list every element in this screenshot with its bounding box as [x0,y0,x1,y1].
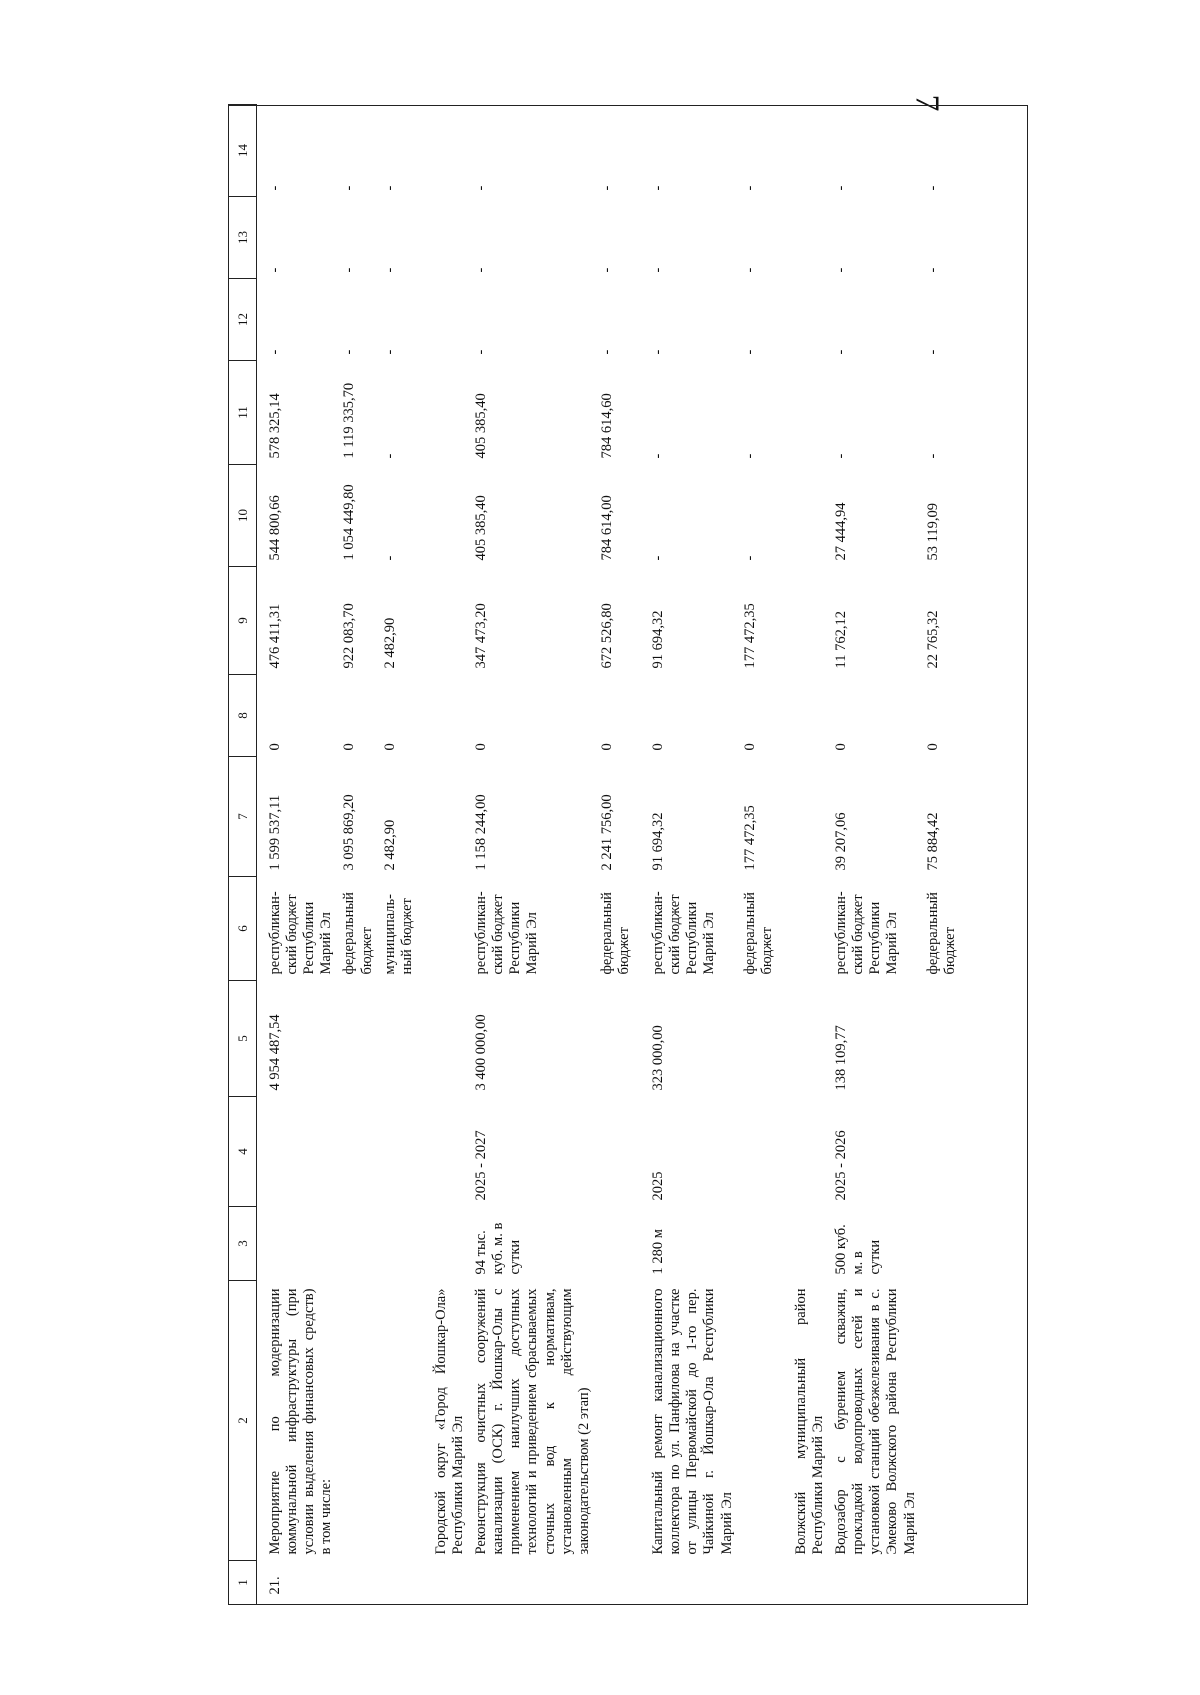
column-header-3: 3 [229,1207,257,1281]
period: 2025 - 2027 [473,1130,490,1201]
total-cost: 3 400 000,00 [473,1014,490,1091]
capacity: 1 280 м [650,1229,667,1275]
table-row [636,105,739,1605]
amount-col-12: - [341,349,358,355]
funding-source: федеральный бюджет [741,892,775,975]
amount-col-11: - [924,453,941,459]
total-cost [922,981,962,1097]
column-header-10: 10 [229,465,257,567]
amount-col-12: - [924,349,941,355]
event-name: Реконструкция очистных сооружений канализации (ОСК) г. Йошкар-Олы с применением наилучших доступных технологий и приведением сбрасываемых сточных вод к нормативам, установленным действующим законодательством (2 этап) [473,1288,592,1555]
amount-col-13: - [741,267,758,273]
row-number [739,1561,779,1605]
row-number [922,1561,962,1605]
amount-col-13: - [924,267,941,273]
table-row [338,105,378,1605]
row-number [338,1561,378,1605]
amount-col-8: 0 [650,743,667,751]
amount-col-9: 672 526,80 [598,603,615,669]
period: 2025 [650,1171,667,1201]
amount-col-9: 22 765,32 [924,610,941,669]
row-number [596,1561,636,1605]
row-number [636,1561,739,1605]
amount-col-11: 1 119 335,70 [341,382,358,459]
amount-col-7: 1 158 244,00 [473,794,490,871]
amount-col-14: - [924,185,941,191]
amount-col-13: - [267,267,283,273]
amount-col-8: 0 [924,743,941,751]
amount-col-9: 922 083,70 [341,603,358,669]
capacity: 94 тыс. куб. м. в сутки [473,1222,524,1275]
period [257,1097,339,1207]
event-name: Капитальный ремонт канализационного коллектора по ул. Панфилова на участке от улицы Первомайской до 1-го пер. Чайкиной г. Йошкар-Ола Республики Марий Эл [650,1288,735,1555]
column-header-13: 13 [229,197,257,279]
period [596,1097,636,1207]
amount-col-12: - [267,349,283,355]
event-name [922,1281,962,1561]
funding-source: федеральный бюджет [924,892,958,975]
column-number-row [229,105,257,1605]
amount-col-7: 2 241 756,00 [598,794,615,871]
funding-source: федеральный бюджет [341,892,375,975]
amount-col-14: - [341,185,358,191]
funding-source: республикан-ский бюджет Республики Марий Эл [267,891,335,975]
amount-col-8: 0 [341,743,358,751]
period [922,1097,962,1207]
event-name: Водозабор с бурением скважин, прокладкой водопроводных сетей и установкой станций обезжелезивания в с. Эмеково Волжского района Республики Марий Эл [833,1288,918,1555]
row-number [830,1561,922,1605]
table-row [379,105,419,1605]
total-cost [739,981,779,1097]
amount-col-11: - [833,453,850,459]
column-header-12: 12 [229,279,257,361]
amount-col-7: 75 884,42 [924,812,941,871]
amount-col-8: 0 [598,743,615,751]
amount-col-9: 177 472,35 [741,603,758,669]
amount-col-7: 1 599 537,11 [267,794,283,871]
column-header-4: 4 [229,1097,257,1207]
amount-col-10: - [741,555,758,561]
amount-col-11: 784 614,60 [598,393,615,459]
amount-col-10: - [381,555,398,561]
amount-col-14: - [741,185,758,191]
amount-col-10: 784 614,00 [598,495,615,561]
amount-col-12: - [833,349,850,355]
amount-col-13: - [833,267,850,273]
amount-col-12: - [381,349,398,355]
rotated-table-area [228,105,1028,1605]
column-header-2: 2 [229,1281,257,1561]
funding-source: муниципаль-ный бюджет [381,894,415,975]
amount-col-8: 0 [381,743,398,751]
amount-col-11: 405 385,40 [473,393,490,459]
amount-col-14: - [650,185,667,191]
amount-col-11: - [650,453,667,459]
section-title: Городской округ «Город Йошкар-Ола» Республики Марий Эл [432,1288,466,1555]
total-cost [379,981,419,1097]
amount-col-9: 347 473,20 [473,603,490,669]
section-row [419,105,470,1605]
amount-col-13: - [598,267,615,273]
event-name [379,1281,419,1561]
table-row [830,105,922,1605]
amount-col-14: - [267,185,283,191]
amount-col-13: - [473,267,490,273]
amount-col-13: - [341,267,358,273]
amount-col-9: 476 411,31 [267,603,283,669]
funding-source: республикан-ский бюджет Республики Марий Эл [473,891,541,975]
row-number [470,1561,596,1605]
event-name [739,1281,779,1561]
amount-col-14: - [833,185,850,191]
amount-col-10: 53 119,09 [924,503,941,561]
funding-source: республикан-ский бюджет Республики Марий Эл [833,891,901,975]
table-row [257,105,339,1605]
amount-col-12: - [473,349,490,355]
amount-col-11: 578 325,14 [267,393,283,459]
amount-col-14: - [598,185,615,191]
amount-col-10: 544 800,66 [267,495,283,561]
amount-col-11: - [741,453,758,459]
amount-col-12: - [598,349,615,355]
column-header-9: 9 [229,567,257,675]
total-cost [338,981,378,1097]
amount-col-9: 91 694,32 [650,610,667,669]
period [739,1097,779,1207]
amount-col-8: 0 [473,743,490,751]
period [338,1097,378,1207]
amount-col-12: - [741,349,758,355]
funding-source: федеральный бюджет [598,892,632,975]
amount-col-10: 1 054 449,80 [341,484,358,561]
capacity [338,1207,378,1281]
capacity [379,1207,419,1281]
amount-col-10: 27 444,94 [833,502,850,561]
amount-col-9: 2 482,90 [381,617,398,669]
capacity [922,1207,962,1281]
table-row [470,105,596,1605]
column-header-14: 14 [229,105,257,197]
capacity [596,1207,636,1281]
event-name [596,1281,636,1561]
column-header-6: 6 [229,877,257,981]
row-number: 21. [267,1576,283,1595]
amount-col-7: 2 482,90 [381,819,398,871]
table-row [922,105,962,1605]
table-row [596,105,636,1605]
amount-col-8: 0 [741,743,758,751]
amount-col-12: - [650,349,667,355]
column-header-11: 11 [229,361,257,465]
total-cost: 4 954 487,54 [267,1014,283,1091]
capacity [739,1207,779,1281]
amount-col-10: 405 385,40 [473,495,490,561]
amount-col-8: 0 [833,743,850,751]
period: 2025 - 2026 [833,1130,850,1201]
total-cost: 138 109,77 [833,1025,850,1091]
amount-col-13: - [381,267,398,273]
amount-col-10: - [650,555,667,561]
amount-col-14: - [473,185,490,191]
section-title: Волжский муниципальный район Республики Марий Эл [792,1288,826,1555]
total-cost [596,981,636,1097]
section-row [779,105,830,1605]
funding-source: республикан-ский бюджет Республики Марий Эл [650,891,718,975]
event-name: Мероприятие по модернизации коммунальной инфраструктуры (при условии выделения финансовых средств) в том числе: [267,1288,335,1555]
event-name [338,1281,378,1561]
amount-col-7: 177 472,35 [741,805,758,871]
page-number: 7 [908,94,946,112]
amount-col-7: 91 694,32 [650,812,667,871]
amount-col-8: 0 [267,743,283,751]
amount-col-11: - [381,453,398,459]
row-number [379,1561,419,1605]
column-header-8: 8 [229,675,257,757]
period [379,1097,419,1207]
amount-col-14: - [381,185,398,191]
amount-col-13: - [650,267,667,273]
capacity [257,1207,339,1281]
capacity: 500 куб. м. в сутки [833,1224,884,1275]
budget-table [228,104,962,1605]
amount-col-7: 39 207,06 [833,812,850,871]
column-header-5: 5 [229,981,257,1097]
table-body [257,105,962,1605]
column-header-7: 7 [229,757,257,877]
column-header-1: 1 [229,1561,257,1605]
total-cost: 323 000,00 [650,1025,667,1091]
table-row [739,105,779,1605]
amount-col-7: 3 095 869,20 [341,794,358,871]
amount-col-9: 11 762,12 [833,611,850,669]
